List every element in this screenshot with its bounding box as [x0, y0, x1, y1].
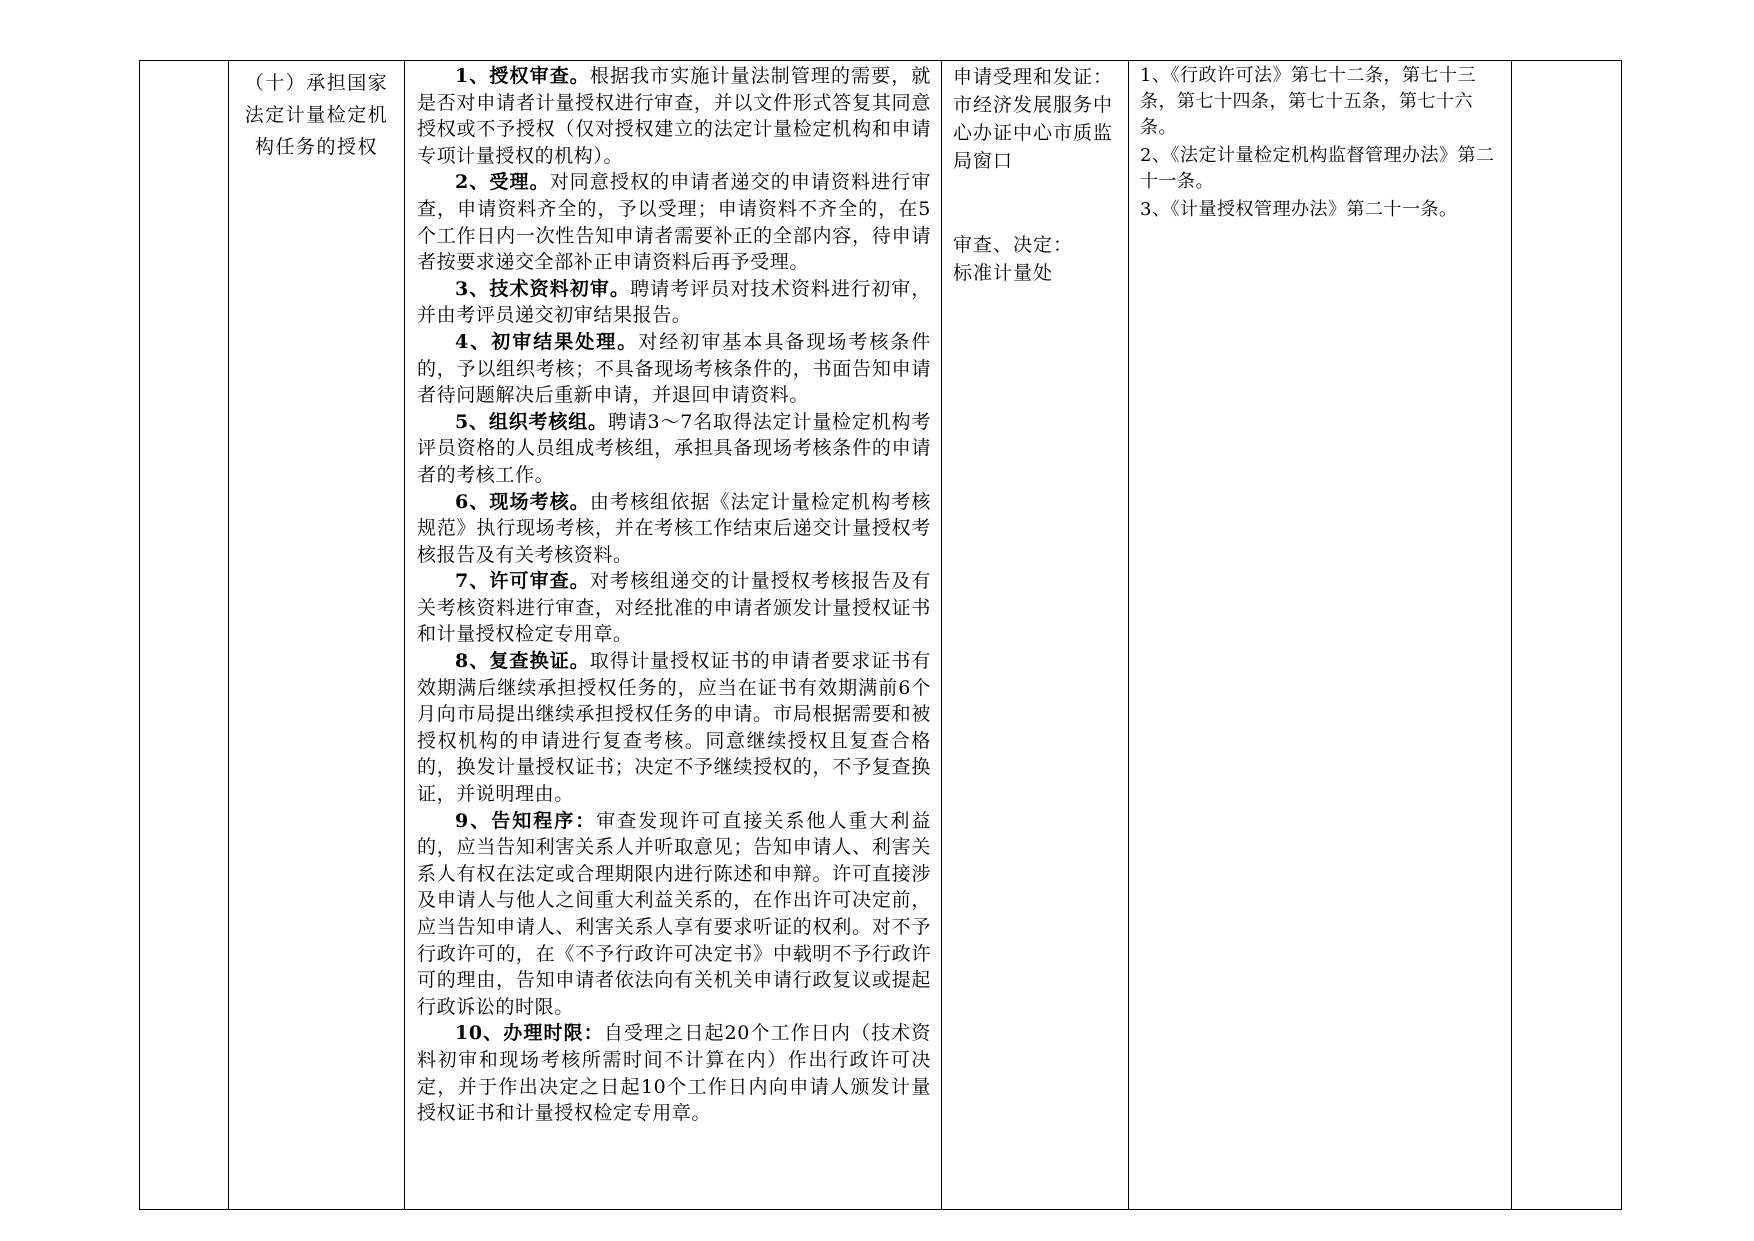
permit-table: [139, 60, 1622, 1210]
step-body: 对同意授权的申请者递交的申请资料进行审查，申请资料齐全的，予以受理；申请资料不齐全的，在5个工作日内一次性告知申请者需要补正的全部内容，待申请者按要求递交全部补正申请资料后再予受理。: [417, 171, 931, 274]
step-paragraph: [417, 276, 931, 329]
serial-cell: [140, 61, 229, 1210]
step-paragraph: [417, 1020, 931, 1126]
step-heading: 4、初审结果处理。: [455, 330, 639, 353]
step-heading: 9、告知程序：: [455, 809, 597, 832]
accept-unit: 市经济发展服务中心办证中心市质监局窗口: [953, 94, 1114, 172]
step-body: 根据我市实施计量法制管理的需要，就是否对申请者计量授权进行审查，并以文件形式答复其同意授权或不予授权（仅对授权建立的法定计量检定机构和申请专项计量授权的机构）。: [417, 65, 932, 167]
item-name: （十）承担国家法定计量检定机构任务的授权: [244, 72, 389, 158]
step-heading: 2、受理。: [455, 171, 550, 194]
step-body: 对经初审基本具备现场考核条件的，予以组织考核；不具备现场考核条件的，书面告知申请者待问题解决后重新申请，并退回申请资料。: [417, 330, 931, 407]
step-heading: 7、许可审查。: [455, 570, 590, 593]
step-paragraph: [417, 808, 931, 1021]
step-heading: 6、现场考核。: [455, 490, 590, 513]
procedure-cell: [405, 61, 942, 1210]
legal-basis-text: [1129, 61, 1511, 223]
step-paragraph: [417, 169, 931, 275]
agency-text: [942, 61, 1128, 287]
step-paragraph: [417, 489, 931, 569]
step-paragraph: [417, 63, 931, 169]
decide-label: 审查、决定：: [953, 234, 1074, 256]
step-body: 聘请考评员对技术资料进行初审，并由考评员递交初审结果报告。: [417, 277, 931, 327]
item-name-cell: [229, 61, 405, 1210]
step-heading: 8、复查换证。: [455, 650, 590, 673]
step-paragraph: [417, 329, 931, 409]
step-heading: 10、办理时限：: [455, 1022, 604, 1045]
step-body: 取得计量授权证书的申请者要求证书有效期满后继续承担授权任务的，应当在证书有效期满前6个月向市局提出继续承担授权任务的申请。市局根据需要和被授权机构的申请进行复查考核。同意继续授权且复查合格的，换发计量授权证书；决定不予继续授权的，不予复查换证，并说明理由。: [417, 650, 932, 806]
legal-basis-cell: [1129, 61, 1512, 1210]
legal-basis-item: 2、《法定计量检定机构监督管理办法》第二十一条。: [1140, 145, 1495, 192]
step-body: 审查发现许可直接关系他人重大利益的，应当告知利害关系人并听取意见；告知申请人、利害关系人有权在法定或合理期限内进行陈述和申辩。许可直接涉及申请人与他人之间重大利益关系的，在作出许可决定前，应当告知申请人、利害关系人享有要求听证的权利。对不予行政许可的，在《不予行政许可决定书》中载明不予行政许可的理由，告知申请者依法向有关机关申请行政复议或提起行政诉讼的时限。: [417, 809, 931, 1018]
accept-label: 申请受理和发证：: [953, 66, 1114, 88]
step-body: 对考核组递交的计量授权考核报告及有关考核资料进行审查，对经批准的申请者颁发计量授权证书和计量授权检定专用章。: [417, 570, 932, 646]
step-body: 由考核组依据《法定计量检定机构考核规范》执行现场考核，并在考核工作结束后递交计量授权考核报告及有关考核资料。: [417, 490, 932, 566]
agency-cell: [942, 61, 1129, 1210]
remarks-cell: [1512, 61, 1622, 1210]
step-body: 聘请3～7名取得法定计量检定机构考评员资格的人员组成考核组，承担具备现场考核条件的申请者的考核工作。: [417, 410, 931, 486]
step-heading: 3、技术资料初审。: [455, 277, 631, 300]
step-heading: 1、授权审查。: [455, 65, 590, 87]
step-paragraph: [417, 409, 931, 489]
legal-basis-item: 3、《计量授权管理办法》第二十一条。: [1140, 199, 1458, 220]
step-body: 自受理之日起20个工作日内（技术资料初审和现场考核所需时间不计算在内）作出行政许可决定，并于作出决定之日起10个工作日内向申请人颁发计量授权证书和计量授权检定专用章。: [417, 1022, 931, 1125]
decide-unit: 标准计量处: [953, 262, 1054, 284]
step-paragraph: [417, 648, 931, 808]
procedure-text: [405, 61, 941, 1127]
legal-basis-item: 1、《行政许可法》第七十二条，第七十三条，第七十四条，第七十五条，第七十六条。: [1140, 65, 1476, 138]
step-paragraph: [417, 568, 931, 648]
table-row: [140, 61, 1622, 1210]
step-heading: 5、组织考核组。: [455, 410, 608, 433]
